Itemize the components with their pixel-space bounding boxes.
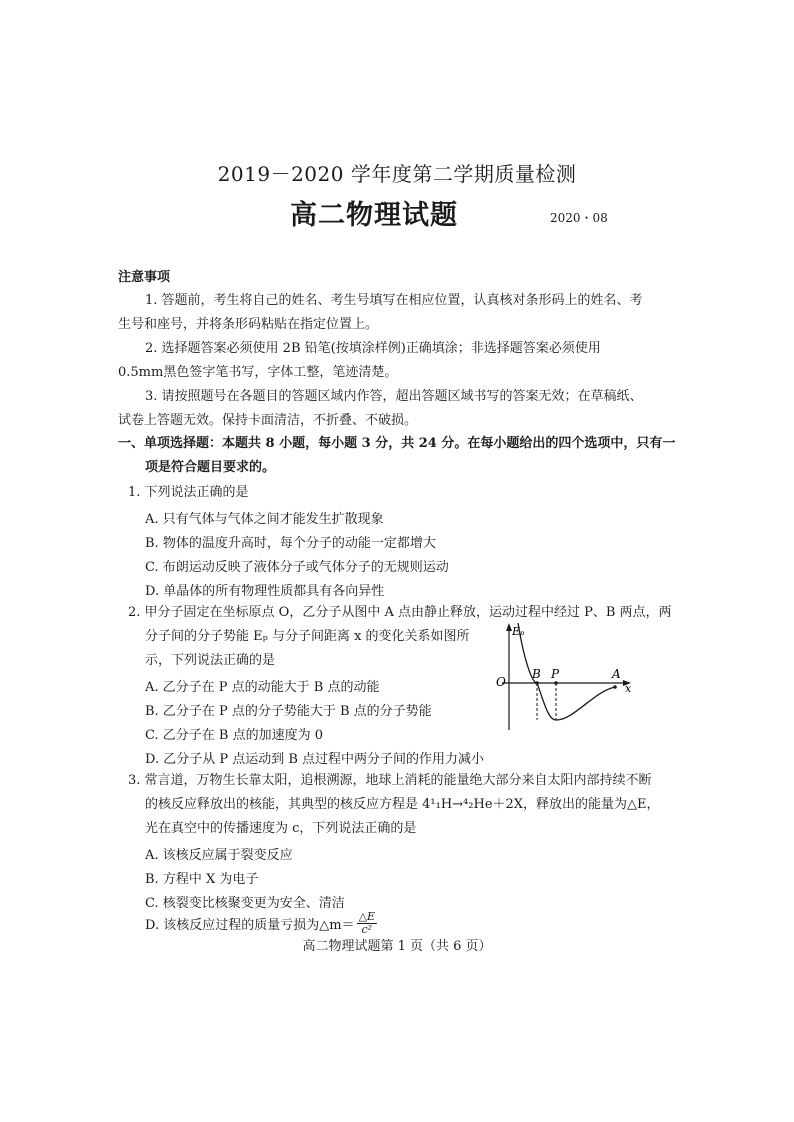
section-heading-line-1: 一、单项选择题：本题共 8 小题，每小题 3 分，共 24 分。在每小题给出的四个选项中，只有一: [118, 436, 676, 451]
notice-item-1-line-2: 生号和座号，并将条形码粘贴在指定位置上。: [118, 317, 379, 332]
question-1-option-d: D. 单晶体的所有物理性质都具有各向异性: [145, 584, 385, 599]
notice-item-2-line-2: 0.5mm黑色签字笔书写，字体工整，笔迹清楚。: [118, 365, 398, 380]
fraction-denominator: c²: [361, 923, 373, 936]
question-1-option-c: C. 布朗运动反映了液体分子或气体分子的无规则运动: [145, 560, 449, 575]
question-2-option-a: A. 乙分子在 P 点的动能大于 B 点的动能: [145, 680, 380, 695]
question-3-stem-line-1: 3. 常言道，万物生长靠太阳，追根溯源，地球上消耗的能量绝大部分来自太阳内部持续不断: [128, 773, 652, 788]
a-point: [613, 685, 617, 689]
question-2-stem-line-2: 分子间的分子势能 Eₚ 与分子间距离 x 的变化关系如图所: [145, 629, 470, 644]
a-label: A: [612, 667, 621, 681]
b-point: [535, 681, 539, 685]
notice-item-2-line-1: 2. 选择题答案必须使用 2B 铅笔(按填涂样例)正确填涂；非选择题答案必须使用: [145, 341, 601, 356]
question-3-stem-line-3: 光在真空中的传播速度为 c，下列说法正确的是: [145, 821, 417, 836]
page-footer: 高二物理试题第 1 页（共 6 页）: [302, 939, 492, 954]
section-heading-line-2: 项是符合题目要求的。: [145, 460, 276, 475]
question-2-stem-line-1: 2. 甲分子固定在坐标原点 O，乙分子从图中 A 点由静止释放，运动过程中经过 P、B 两点，两: [128, 605, 672, 620]
question-3-option-c: C. 核裂变比核聚变更为安全、清洁: [145, 896, 345, 911]
p-point: [554, 681, 558, 685]
notice-item-1-line-1: 1. 答题前，考生将自己的姓名、考生号填写在相应位置，认真核对条形码上的姓名、考: [145, 293, 643, 308]
question-3-option-d: [145, 910, 377, 936]
x-axis-label: x: [625, 682, 632, 695]
question-3-stem-line-2: 的核反应释放出的核能，其典型的核反应方程是 4¹₁H→⁴₂He＋2X，释放出的能量为△E，: [145, 797, 660, 812]
question-1-option-a: A. 只有气体与气体之间才能发生扩散现象: [145, 512, 384, 527]
question-2-option-d: D. 乙分子从 P 点运动到 B 点过程中两分子间的作用力减小: [145, 752, 485, 767]
question-1-stem: 1. 下列说法正确的是: [128, 485, 249, 500]
potential-energy-graph: [488, 620, 648, 732]
question-2-stem-line-3: 示，下列说法正确的是: [145, 653, 276, 668]
notice-heading: 注意事项: [118, 270, 171, 285]
mass-defect-fraction: [357, 910, 378, 936]
p-label: P: [551, 667, 560, 681]
notice-item-3-line-1: 3. 请按照题号在各题目的答题区域内作答，超出答题区域书写的答案无效；在草稿纸、: [145, 389, 643, 404]
subject-title: 高二物理试题: [290, 200, 458, 231]
question-2-option-b: B. 乙分子在 P 点的分子势能大于 B 点的分子势能: [145, 704, 432, 719]
question-3-option-a: A. 该核反应属于裂变反应: [145, 848, 293, 863]
origin-label: O: [496, 675, 506, 689]
question-3-option-d-text: D. 该核反应过程的质量亏损为△m＝: [145, 917, 355, 933]
fraction-numerator: △E: [358, 910, 376, 923]
question-2-option-c: C. 乙分子在 B 点的加速度为 0: [145, 728, 323, 743]
notice-item-3-line-2: 试卷上答题无效。保持卡面清洁，不折叠、不破损。: [118, 413, 418, 428]
exam-date: 2020・08: [550, 211, 608, 225]
exam-title: 2019－2020 学年度第二学期质量检测: [217, 162, 577, 186]
question-1-option-b: B. 物体的温度升高时，每个分子的动能一定都增大: [145, 536, 436, 551]
y-axis-label: Eₚ: [512, 625, 525, 638]
question-3-option-b: B. 方程中 X 为电子: [145, 872, 259, 887]
b-label: B: [532, 667, 541, 681]
